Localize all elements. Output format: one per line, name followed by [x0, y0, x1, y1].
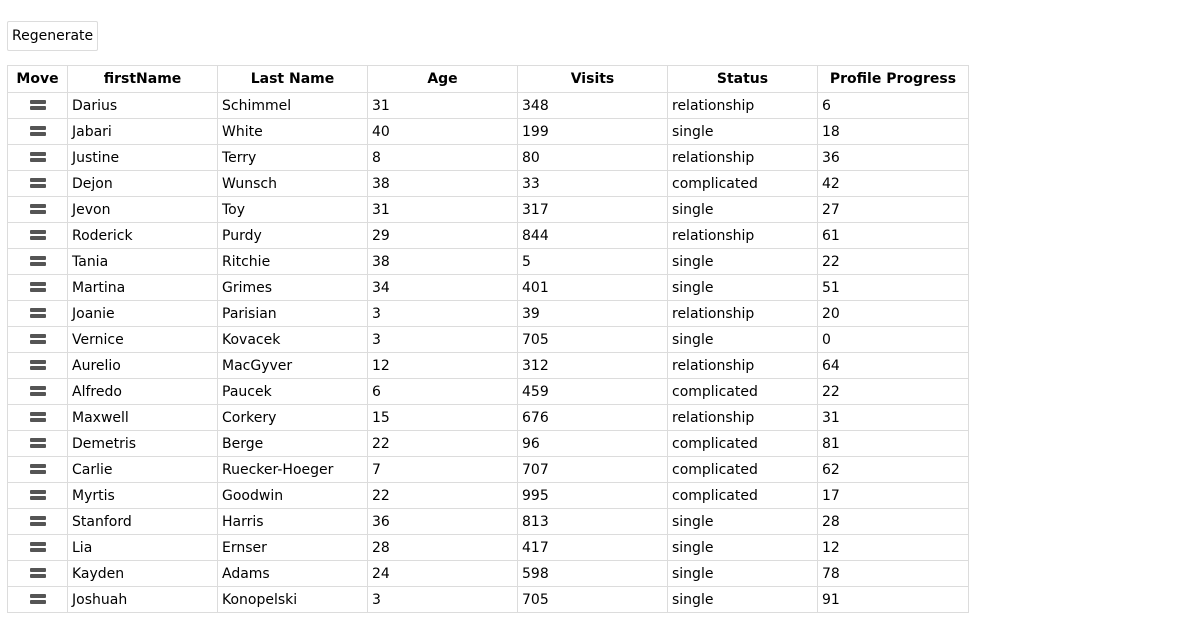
first-name-cell: Demetris: [68, 431, 218, 457]
profile-progress-cell: 27: [818, 197, 969, 223]
column-header-move: Move: [8, 66, 68, 93]
drag-handle-icon[interactable]: [30, 100, 46, 111]
status-cell: relationship: [668, 145, 818, 171]
visits-cell: 844: [518, 223, 668, 249]
first-name-cell: Lia: [68, 535, 218, 561]
first-name-cell: Darius: [68, 93, 218, 119]
table-row: [8, 171, 969, 197]
age-cell: 34: [368, 275, 518, 301]
profile-progress-cell: 31: [818, 405, 969, 431]
drag-handle-icon[interactable]: [30, 178, 46, 189]
profile-progress-cell: 22: [818, 249, 969, 275]
status-cell: complicated: [668, 171, 818, 197]
move-cell: [8, 405, 68, 431]
last-name-cell: Ritchie: [218, 249, 368, 275]
last-name-cell: Konopelski: [218, 587, 368, 613]
last-name-cell: Wunsch: [218, 171, 368, 197]
age-cell: 7: [368, 457, 518, 483]
move-cell: [8, 171, 68, 197]
table-row: [8, 223, 969, 249]
last-name-cell: White: [218, 119, 368, 145]
visits-cell: 5: [518, 249, 668, 275]
last-name-cell: Goodwin: [218, 483, 368, 509]
profile-progress-cell: 6: [818, 93, 969, 119]
drag-handle-icon[interactable]: [30, 204, 46, 215]
age-cell: 6: [368, 379, 518, 405]
visits-cell: 676: [518, 405, 668, 431]
visits-cell: 995: [518, 483, 668, 509]
last-name-cell: Harris: [218, 509, 368, 535]
status-cell: relationship: [668, 301, 818, 327]
first-name-cell: Stanford: [68, 509, 218, 535]
status-cell: single: [668, 275, 818, 301]
table-row: [8, 561, 969, 587]
move-cell: [8, 379, 68, 405]
last-name-cell: MacGyver: [218, 353, 368, 379]
profile-progress-cell: 61: [818, 223, 969, 249]
move-cell: [8, 275, 68, 301]
profile-progress-cell: 18: [818, 119, 969, 145]
age-cell: 31: [368, 93, 518, 119]
status-cell: relationship: [668, 353, 818, 379]
table-row: [8, 145, 969, 171]
table-body: [8, 93, 969, 613]
last-name-cell: Purdy: [218, 223, 368, 249]
last-name-cell: Terry: [218, 145, 368, 171]
status-cell: complicated: [668, 457, 818, 483]
age-cell: 15: [368, 405, 518, 431]
status-cell: single: [668, 249, 818, 275]
age-cell: 12: [368, 353, 518, 379]
profile-progress-cell: 64: [818, 353, 969, 379]
age-cell: 31: [368, 197, 518, 223]
profile-progress-cell: 62: [818, 457, 969, 483]
first-name-cell: Dejon: [68, 171, 218, 197]
visits-cell: 348: [518, 93, 668, 119]
visits-cell: 813: [518, 509, 668, 535]
column-header-age: Age: [368, 66, 518, 93]
status-cell: complicated: [668, 483, 818, 509]
age-cell: 22: [368, 483, 518, 509]
table-row: [8, 249, 969, 275]
status-cell: single: [668, 535, 818, 561]
age-cell: 29: [368, 223, 518, 249]
first-name-cell: Joshuah: [68, 587, 218, 613]
column-header-last-name: Last Name: [218, 66, 368, 93]
profile-progress-cell: 36: [818, 145, 969, 171]
first-name-cell: Alfredo: [68, 379, 218, 405]
first-name-cell: Martina: [68, 275, 218, 301]
move-cell: [8, 353, 68, 379]
move-cell: [8, 535, 68, 561]
age-cell: 40: [368, 119, 518, 145]
drag-handle-icon[interactable]: [30, 412, 46, 423]
status-cell: relationship: [668, 405, 818, 431]
first-name-cell: Roderick: [68, 223, 218, 249]
first-name-cell: Aurelio: [68, 353, 218, 379]
last-name-cell: Kovacek: [218, 327, 368, 353]
move-cell: [8, 145, 68, 171]
table-row: [8, 483, 969, 509]
move-cell: [8, 119, 68, 145]
first-name-cell: Myrtis: [68, 483, 218, 509]
drag-handle-icon[interactable]: [30, 230, 46, 241]
visits-cell: 96: [518, 431, 668, 457]
drag-handle-icon[interactable]: [30, 542, 46, 553]
drag-handle-icon[interactable]: [30, 516, 46, 527]
table-row: [8, 509, 969, 535]
last-name-cell: Ernser: [218, 535, 368, 561]
drag-handle-icon[interactable]: [30, 360, 46, 371]
status-cell: single: [668, 119, 818, 145]
profile-progress-cell: 22: [818, 379, 969, 405]
first-name-cell: Joanie: [68, 301, 218, 327]
data-table: [7, 65, 969, 613]
age-cell: 38: [368, 171, 518, 197]
table-row: [8, 197, 969, 223]
column-header-profile-progress: Profile Progress: [818, 66, 969, 93]
visits-cell: 459: [518, 379, 668, 405]
move-cell: [8, 457, 68, 483]
visits-cell: 312: [518, 353, 668, 379]
drag-handle-icon[interactable]: [30, 490, 46, 501]
last-name-cell: Toy: [218, 197, 368, 223]
move-cell: [8, 587, 68, 613]
move-cell: [8, 561, 68, 587]
first-name-cell: Justine: [68, 145, 218, 171]
column-header-first-name: firstName: [68, 66, 218, 93]
table-row: [8, 119, 969, 145]
status-cell: single: [668, 509, 818, 535]
header-row: [8, 66, 969, 93]
visits-cell: 80: [518, 145, 668, 171]
visits-cell: 705: [518, 327, 668, 353]
visits-cell: 705: [518, 587, 668, 613]
visits-cell: 33: [518, 171, 668, 197]
move-cell: [8, 301, 68, 327]
profile-progress-cell: 51: [818, 275, 969, 301]
age-cell: 24: [368, 561, 518, 587]
first-name-cell: Maxwell: [68, 405, 218, 431]
column-header-status: Status: [668, 66, 818, 93]
last-name-cell: Grimes: [218, 275, 368, 301]
table-row: [8, 93, 969, 119]
move-cell: [8, 223, 68, 249]
regenerate-button[interactable]: Regenerate: [7, 21, 98, 51]
table-row: [8, 301, 969, 327]
profile-progress-cell: 12: [818, 535, 969, 561]
first-name-cell: Jabari: [68, 119, 218, 145]
profile-progress-cell: 78: [818, 561, 969, 587]
table-row: [8, 275, 969, 301]
table-row: [8, 379, 969, 405]
status-cell: complicated: [668, 379, 818, 405]
table-row: [8, 405, 969, 431]
last-name-cell: Adams: [218, 561, 368, 587]
status-cell: relationship: [668, 223, 818, 249]
status-cell: single: [668, 327, 818, 353]
table-row: [8, 457, 969, 483]
age-cell: 36: [368, 509, 518, 535]
visits-cell: 707: [518, 457, 668, 483]
table-row: [8, 431, 969, 457]
visits-cell: 199: [518, 119, 668, 145]
last-name-cell: Paucek: [218, 379, 368, 405]
first-name-cell: Tania: [68, 249, 218, 275]
table-row: [8, 327, 969, 353]
first-name-cell: Jevon: [68, 197, 218, 223]
last-name-cell: Parisian: [218, 301, 368, 327]
status-cell: single: [668, 197, 818, 223]
move-cell: [8, 93, 68, 119]
table-header: [8, 66, 969, 93]
profile-progress-cell: 28: [818, 509, 969, 535]
table-row: [8, 353, 969, 379]
age-cell: 28: [368, 535, 518, 561]
age-cell: 22: [368, 431, 518, 457]
move-cell: [8, 249, 68, 275]
profile-progress-cell: 91: [818, 587, 969, 613]
table-row: [8, 587, 969, 613]
first-name-cell: Kayden: [68, 561, 218, 587]
profile-progress-cell: 20: [818, 301, 969, 327]
drag-handle-icon[interactable]: [30, 256, 46, 267]
drag-handle-icon[interactable]: [30, 152, 46, 163]
drag-handle-icon[interactable]: [30, 282, 46, 293]
visits-cell: 417: [518, 535, 668, 561]
status-cell: single: [668, 561, 818, 587]
move-cell: [8, 483, 68, 509]
status-cell: complicated: [668, 431, 818, 457]
drag-handle-icon[interactable]: [30, 334, 46, 345]
last-name-cell: Berge: [218, 431, 368, 457]
last-name-cell: Corkery: [218, 405, 368, 431]
move-cell: [8, 431, 68, 457]
first-name-cell: Carlie: [68, 457, 218, 483]
drag-handle-icon[interactable]: [30, 308, 46, 319]
age-cell: 3: [368, 327, 518, 353]
profile-progress-cell: 81: [818, 431, 969, 457]
visits-cell: 39: [518, 301, 668, 327]
drag-handle-icon[interactable]: [30, 594, 46, 605]
drag-handle-icon[interactable]: [30, 464, 46, 475]
visits-cell: 598: [518, 561, 668, 587]
drag-handle-icon[interactable]: [30, 438, 46, 449]
last-name-cell: Schimmel: [218, 93, 368, 119]
profile-progress-cell: 0: [818, 327, 969, 353]
age-cell: 38: [368, 249, 518, 275]
profile-progress-cell: 42: [818, 171, 969, 197]
profile-progress-cell: 17: [818, 483, 969, 509]
move-cell: [8, 197, 68, 223]
age-cell: 3: [368, 301, 518, 327]
age-cell: 3: [368, 587, 518, 613]
column-header-visits: Visits: [518, 66, 668, 93]
status-cell: relationship: [668, 93, 818, 119]
visits-cell: 317: [518, 197, 668, 223]
drag-handle-icon[interactable]: [30, 386, 46, 397]
move-cell: [8, 509, 68, 535]
move-cell: [8, 327, 68, 353]
drag-handle-icon[interactable]: [30, 126, 46, 137]
table-row: [8, 535, 969, 561]
age-cell: 8: [368, 145, 518, 171]
visits-cell: 401: [518, 275, 668, 301]
first-name-cell: Vernice: [68, 327, 218, 353]
last-name-cell: Ruecker-Hoeger: [218, 457, 368, 483]
drag-handle-icon[interactable]: [30, 568, 46, 579]
status-cell: single: [668, 587, 818, 613]
